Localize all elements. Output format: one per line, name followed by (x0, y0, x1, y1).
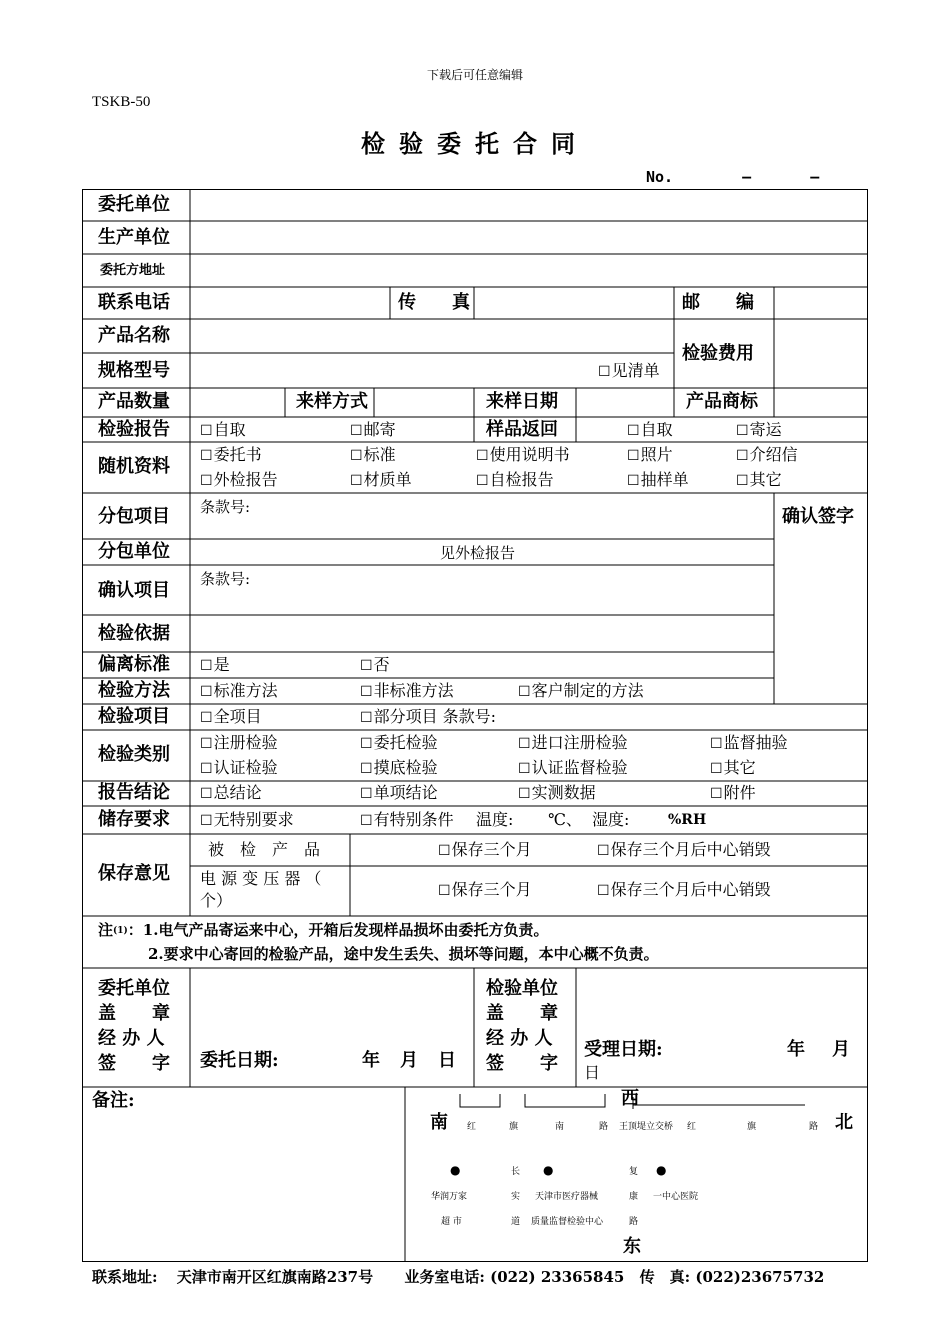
checkbox-conc-overall[interactable]: ☐ 总结论 (200, 783, 262, 804)
footer-office-phone: (022) 23365845 (490, 1268, 625, 1286)
entrust-year: 年 (362, 1050, 380, 1071)
map-center-1: 天津市医疗器械 (535, 1192, 599, 1202)
footer-address-label: 联系地址: (92, 1268, 158, 1286)
entrust-month: 月 (400, 1050, 418, 1071)
label-confirm-item: 确认项目 (98, 580, 170, 601)
label-product-name: 产品名称 (98, 325, 170, 346)
checkbox-doc-standard[interactable]: ☐ 标准 (350, 445, 396, 466)
clause-no-2: 条款号: (200, 570, 251, 588)
accept-month: 月 (832, 1039, 850, 1060)
checkbox-return-self[interactable]: ☐ 自取 (627, 420, 673, 441)
map-road-lu-2: 路 (809, 1122, 819, 1132)
map-road-qi-2: 旗 (747, 1122, 757, 1132)
checkbox-see-list[interactable]: ☐ 见清单 (598, 361, 660, 382)
label-test-fee: 检验费用 (682, 343, 754, 364)
sig-client-2: 盖 章 (98, 1003, 170, 1024)
label-items: 检验项目 (98, 706, 170, 727)
label-client-address: 委托方地址 (100, 263, 166, 278)
checkbox-cat-survey[interactable]: ☐ 摸底检验 (360, 758, 438, 779)
checkbox-storage-special[interactable]: ☐ 有特别条件 (360, 810, 454, 831)
label-method: 检验方法 (98, 680, 170, 701)
label-brand: 产品商标 (686, 391, 758, 412)
note-line-2: 2.要求中心寄回的检验产品，途中发生丢失、损坏等问题，本中心概不负责。 (148, 945, 659, 963)
map-chang: 长 (511, 1167, 521, 1177)
contract-number (646, 168, 819, 186)
label-subcontract-item: 分包项目 (98, 506, 170, 527)
footer-fax-label: 传 真: (639, 1268, 691, 1286)
storage-hum-label: 湿度: (592, 810, 630, 829)
checkbox-doc-self-report[interactable]: ☐ 自检报告 (476, 470, 554, 491)
no-dash-1[interactable]: — (742, 168, 752, 186)
label-power-transformer-2: 个） (200, 891, 233, 910)
accept-year: 年 (787, 1039, 805, 1060)
checkbox-doc-introduction[interactable]: ☐ 介绍信 (736, 445, 798, 466)
checkbox-doc-sampling[interactable]: ☐ 抽样单 (627, 470, 689, 491)
checkbox-conc-single[interactable]: ☐ 单项结论 (360, 783, 438, 804)
label-client-unit: 委托单位 (98, 194, 170, 215)
dot-supermarket-icon: ● (450, 1163, 461, 1177)
map-road-nan: 南 (555, 1122, 565, 1132)
checkbox-cat-entrusted[interactable]: ☐ 委托检验 (360, 733, 438, 754)
map-hospital: 一中心医院 (653, 1192, 699, 1202)
dot-center-icon: ● (543, 1163, 554, 1177)
checkbox-cat-import[interactable]: ☐ 进口注册检验 (518, 733, 628, 754)
checkbox-cat-supervision[interactable]: ☐ 监督抽验 (710, 733, 788, 754)
label-postcode: 邮 编 (682, 292, 754, 313)
storage-temp-label: 温度: (476, 810, 514, 829)
form-code: TSKB-50 (92, 94, 151, 110)
sig-lab-1: 检验单位 (486, 978, 558, 999)
entrust-date-label: 委托日期: (200, 1050, 279, 1071)
checkbox-report-mail[interactable]: ☐ 邮寄 (350, 420, 396, 441)
checkbox-cat-other[interactable]: ☐ 其它 (710, 758, 756, 779)
map-south: 南 (430, 1112, 448, 1133)
sig-client-4: 签 字 (98, 1053, 170, 1074)
contract-form (82, 189, 868, 1262)
note-sub: (1) (113, 926, 128, 936)
checkbox-cat-registration[interactable]: ☐ 注册检验 (200, 733, 278, 754)
checkbox-conc-measured[interactable]: ☐ 实测数据 (518, 783, 596, 804)
accept-date-label: 受理日期: (584, 1039, 663, 1060)
checkbox-method-standard[interactable]: ☐ 标准方法 (200, 681, 278, 702)
label-producer: 生产单位 (98, 227, 170, 248)
checkbox-deviation-yes[interactable]: ☐ 是 (200, 655, 230, 676)
checkbox-transformer-destroy[interactable]: ☐ 保存三个月后中心销毁 (597, 880, 771, 901)
map-fu: 复 (629, 1167, 639, 1177)
checkbox-items-partial[interactable]: ☐ 部分项目 条款号: (360, 707, 496, 728)
label-storage: 储存要求 (98, 809, 170, 830)
checkbox-transformer-keep3[interactable]: ☐ 保存三个月 (438, 880, 532, 901)
checkbox-cat-certification[interactable]: ☐ 认证检验 (200, 758, 278, 779)
label-subcontract-unit: 分包单位 (98, 541, 170, 562)
checkbox-product-keep3[interactable]: ☐ 保存三个月 (438, 840, 532, 861)
label-category: 检验类别 (98, 744, 170, 765)
checkbox-doc-material[interactable]: ☐ 材质单 (350, 470, 412, 491)
accept-day: 日 (584, 1063, 601, 1082)
checkbox-method-nonstandard[interactable]: ☐ 非标准方法 (360, 681, 454, 702)
label-basis: 检验依据 (98, 623, 170, 644)
sig-lab-4: 签 字 (486, 1053, 558, 1074)
see-external-report: 见外检报告 (440, 544, 516, 562)
checkbox-conc-attachment[interactable]: ☐ 附件 (710, 783, 756, 804)
label-confirm-sign: 确认签字 (782, 506, 854, 527)
download-note: 下载后可任意编辑 (426, 68, 523, 82)
label-fax: 传 真 (398, 292, 470, 313)
map-chaoshi: 超 市 (441, 1217, 462, 1227)
checkbox-doc-other[interactable]: ☐ 其它 (736, 470, 782, 491)
map-east: 东 (623, 1236, 641, 1257)
map-interchange: 王顶堤立交桥 (619, 1122, 674, 1132)
label-spec-model: 规格型号 (98, 360, 170, 381)
footer (92, 1266, 824, 1287)
map-lu: 路 (629, 1217, 639, 1227)
page-title: 检验委托合同 (361, 129, 589, 158)
map-hualun: 华润万家 (431, 1192, 468, 1202)
label-phone: 联系电话 (98, 292, 170, 313)
map-road-qi: 旗 (509, 1122, 519, 1132)
label-preservation: 保存意见 (98, 863, 170, 884)
label-sample-return: 样品返回 (486, 419, 558, 440)
label-sample-date: 来样日期 (486, 391, 558, 412)
checkbox-cat-cert-supervision[interactable]: ☐ 认证监督检验 (518, 758, 628, 779)
note-prefix: 注 (98, 921, 114, 939)
label-report: 检验报告 (98, 419, 170, 440)
note-block (98, 920, 548, 941)
checkbox-doc-letter[interactable]: ☐ 委托书 (200, 445, 262, 466)
label-documents: 随机资料 (98, 456, 170, 477)
sig-client-1: 委托单位 (98, 978, 170, 999)
clause-no: 条款号: (200, 498, 251, 516)
map-center-2: 质量监督检验中心 (531, 1217, 604, 1227)
map-north: 北 (835, 1112, 853, 1133)
label-sample-method: 来样方式 (296, 391, 368, 412)
storage-temp-unit: ℃、 (548, 810, 582, 829)
sig-client-3: 经 办 人 (98, 1028, 165, 1049)
map-west: 西 (621, 1088, 639, 1109)
location-map (405, 1087, 868, 1262)
no-dash-2[interactable]: — (810, 168, 820, 186)
footer-address: 天津市南开区红旗南路237号 (176, 1268, 374, 1286)
dot-hospital-icon: ● (656, 1163, 667, 1177)
footer-fax: (022)23675732 (695, 1268, 825, 1286)
map-road-lu: 路 (599, 1122, 609, 1132)
map-shi: 实 (511, 1192, 521, 1202)
map-dao: 道 (511, 1217, 521, 1227)
footer-office-phone-label: 业务室电话: (404, 1268, 485, 1286)
label-quantity: 产品数量 (98, 391, 170, 412)
checkbox-doc-manual[interactable]: ☐ 使用说明书 (476, 445, 570, 466)
checkbox-deviation-no[interactable]: ☐ 否 (360, 655, 390, 676)
checkbox-doc-photo[interactable]: ☐ 照片 (627, 445, 673, 466)
note-line-1: ：1.电气产品寄运来中心，开箱后发现样品损坏由委托方负责。 (127, 921, 549, 939)
storage-hum-unit: %RH (668, 812, 707, 828)
entrust-day: 日 (438, 1050, 456, 1071)
sig-lab-2: 盖 章 (486, 1003, 558, 1024)
map-road-hong-2: 红 (687, 1122, 697, 1132)
sig-lab-3: 经 办 人 (486, 1028, 553, 1049)
label-power-transformer: 电 源 变 压 器 （ (200, 869, 322, 888)
checkbox-doc-external-report[interactable]: ☐ 外检报告 (200, 470, 278, 491)
checkbox-storage-none[interactable]: ☐ 无特别要求 (200, 810, 294, 831)
map-kang: 康 (629, 1192, 639, 1202)
no-label: No. (646, 168, 674, 186)
checkbox-return-ship[interactable]: ☐ 寄运 (736, 420, 782, 441)
checkbox-report-self[interactable]: ☐ 自取 (200, 420, 246, 441)
checkbox-method-client[interactable]: ☐ 客户制定的方法 (518, 681, 644, 702)
label-deviation: 偏离标准 (98, 654, 170, 675)
label-tested-product: 被 检 产 品 (208, 840, 321, 859)
map-road-hong: 红 (467, 1122, 477, 1132)
label-remarks: 备注: (92, 1090, 135, 1111)
checkbox-items-all[interactable]: ☐ 全项目 (200, 707, 262, 728)
checkbox-product-destroy[interactable]: ☐ 保存三个月后中心销毁 (597, 840, 771, 861)
label-conclusion: 报告结论 (98, 782, 170, 803)
